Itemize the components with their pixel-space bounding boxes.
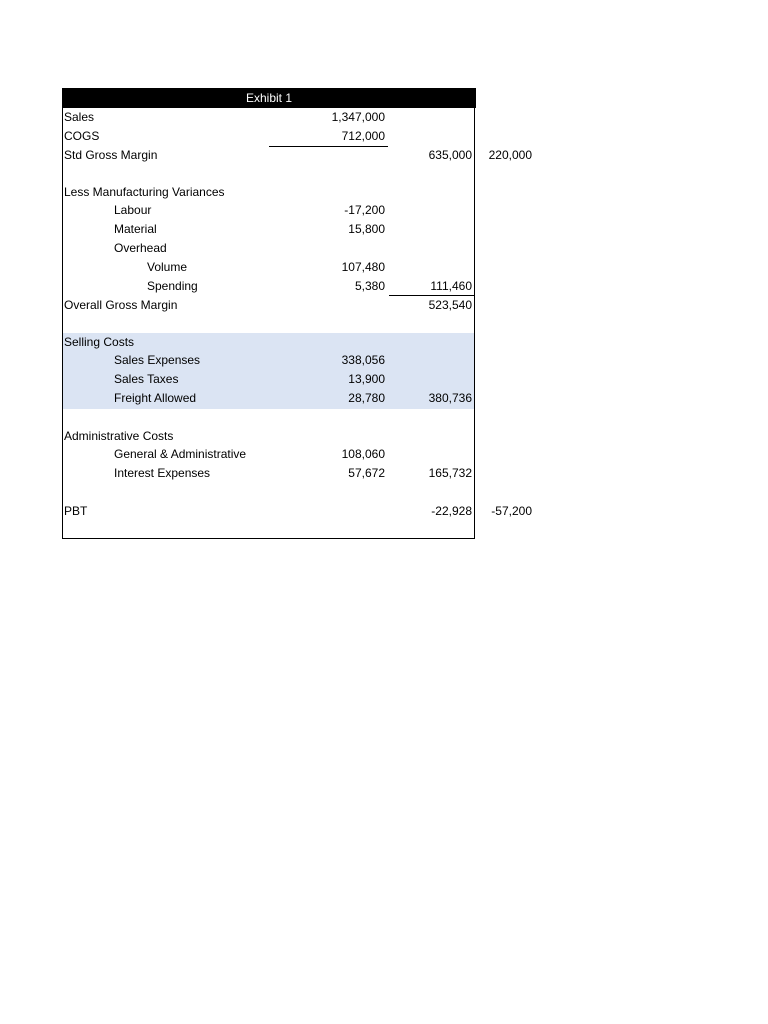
- row-value-col3: [478, 277, 532, 296]
- row-interest-expenses: [0, 464, 768, 483]
- row-value-col3: 220,000: [488, 148, 532, 162]
- row-value-col3: [478, 351, 532, 370]
- subtotal-rule-variances: [389, 295, 474, 296]
- row-label: PBT: [64, 504, 88, 518]
- row-value-col1: 13,900: [348, 372, 385, 386]
- row-overall-gross-margin: [0, 296, 768, 315]
- row-value-col2: 165,732: [428, 466, 472, 480]
- row-value-col3: [478, 239, 532, 258]
- row-value-col1: 712,000: [341, 129, 385, 143]
- row-value-col1: [270, 146, 385, 165]
- row-value-col1: 107,480: [341, 260, 385, 274]
- row-value-col2: [390, 427, 472, 446]
- row-label: Material: [114, 222, 157, 236]
- row-value-col3: [478, 183, 532, 202]
- row-value-col1: 108,060: [341, 447, 385, 461]
- row-spending: [0, 277, 768, 296]
- row-label: Freight Allowed: [114, 391, 197, 405]
- row-value-col3: [478, 333, 532, 352]
- row-value-col2: 635,000: [428, 148, 472, 162]
- row-value-col1: 338,056: [341, 353, 385, 367]
- row-value-col1: 1,347,000: [331, 110, 385, 124]
- row-blank: [0, 314, 768, 333]
- row-value-col3: [478, 427, 532, 446]
- row-value-col2: [390, 108, 472, 127]
- row-value-col3: [478, 127, 532, 146]
- row-pbt: [0, 502, 768, 521]
- row-label: Std Gross Margin: [64, 148, 158, 162]
- row-label: Interest Expenses: [114, 466, 211, 480]
- row-label: Overhead: [114, 241, 167, 255]
- row-value-col2: [390, 351, 472, 370]
- row-volume: [0, 258, 768, 277]
- row-sales: [0, 108, 768, 127]
- row-value-col3: [478, 296, 532, 315]
- row-blank: [0, 408, 768, 427]
- row-value-col2: 380,736: [428, 391, 472, 405]
- row-label: Spending: [147, 279, 198, 293]
- row-value-col3: [478, 258, 532, 277]
- row-value-col3: [478, 389, 532, 408]
- row-value-col3: [478, 464, 532, 483]
- row-value-col3: [478, 220, 532, 239]
- row-sales-taxes: [0, 370, 768, 389]
- row-label: Selling Costs: [64, 335, 135, 349]
- row-value-col2: [390, 220, 472, 239]
- row-value-col2: [390, 127, 472, 146]
- row-label: General & Administrative: [114, 447, 247, 461]
- row-value-col1: [270, 296, 385, 315]
- row-value-col1: 15,800: [348, 222, 385, 236]
- row-label: Volume: [147, 260, 188, 274]
- row-labour: [0, 201, 768, 220]
- row-value-col3: -57,200: [491, 504, 532, 518]
- row-label: Labour: [114, 203, 152, 217]
- row-less-manufacturing-variances: [0, 183, 768, 202]
- row-value-col1: [270, 183, 385, 202]
- row-overhead: [0, 239, 768, 258]
- row-label: Overall Gross Margin: [64, 298, 178, 312]
- row-value-col2: [390, 239, 472, 258]
- row-selling-costs: [0, 333, 768, 352]
- row-label: COGS: [64, 129, 100, 143]
- row-value-col3: [478, 201, 532, 220]
- row-value-col3: [478, 108, 532, 127]
- row-material: [0, 220, 768, 239]
- row-value-col1: 5,380: [354, 279, 385, 293]
- row-value-col1: [270, 333, 385, 352]
- row-value-col1: 57,672: [348, 466, 385, 480]
- row-value-col1: [270, 239, 385, 258]
- row-cogs: [0, 127, 768, 146]
- row-value-col2: 523,540: [428, 298, 472, 312]
- row-value-col1: [270, 502, 385, 521]
- row-blank: [0, 164, 768, 183]
- row-label: Administrative Costs: [64, 429, 174, 443]
- row-sales-expenses: [0, 351, 768, 370]
- row-label: Sales Taxes: [114, 372, 179, 386]
- row-label: Sales: [64, 110, 95, 124]
- row-label: Sales Expenses: [114, 353, 201, 367]
- row-value-col3: [478, 370, 532, 389]
- row-value-col2: [390, 258, 472, 277]
- exhibit-title: Exhibit 1: [62, 88, 476, 108]
- row-administrative-costs: [0, 427, 768, 446]
- row-value-col2: 111,460: [430, 279, 472, 293]
- subtotal-rule-cogs: [269, 146, 388, 147]
- row-value-col2: [390, 333, 472, 352]
- row-value-col2: [390, 183, 472, 202]
- row-value-col2: [390, 370, 472, 389]
- row-value-col2: -22,928: [431, 504, 472, 518]
- row-value-col1: -17,200: [344, 203, 385, 217]
- row-blank: [0, 483, 768, 502]
- row-value-col2: [390, 445, 472, 464]
- row-freight-allowed: [0, 389, 768, 408]
- row-std-gross-margin: [0, 146, 768, 165]
- row-label: Less Manufacturing Variances: [64, 185, 225, 199]
- row-general-administrative: [0, 445, 768, 464]
- row-value-col1: [270, 427, 385, 446]
- row-value-col2: [390, 201, 472, 220]
- row-value-col1: 28,780: [348, 391, 385, 405]
- row-value-col3: [478, 445, 532, 464]
